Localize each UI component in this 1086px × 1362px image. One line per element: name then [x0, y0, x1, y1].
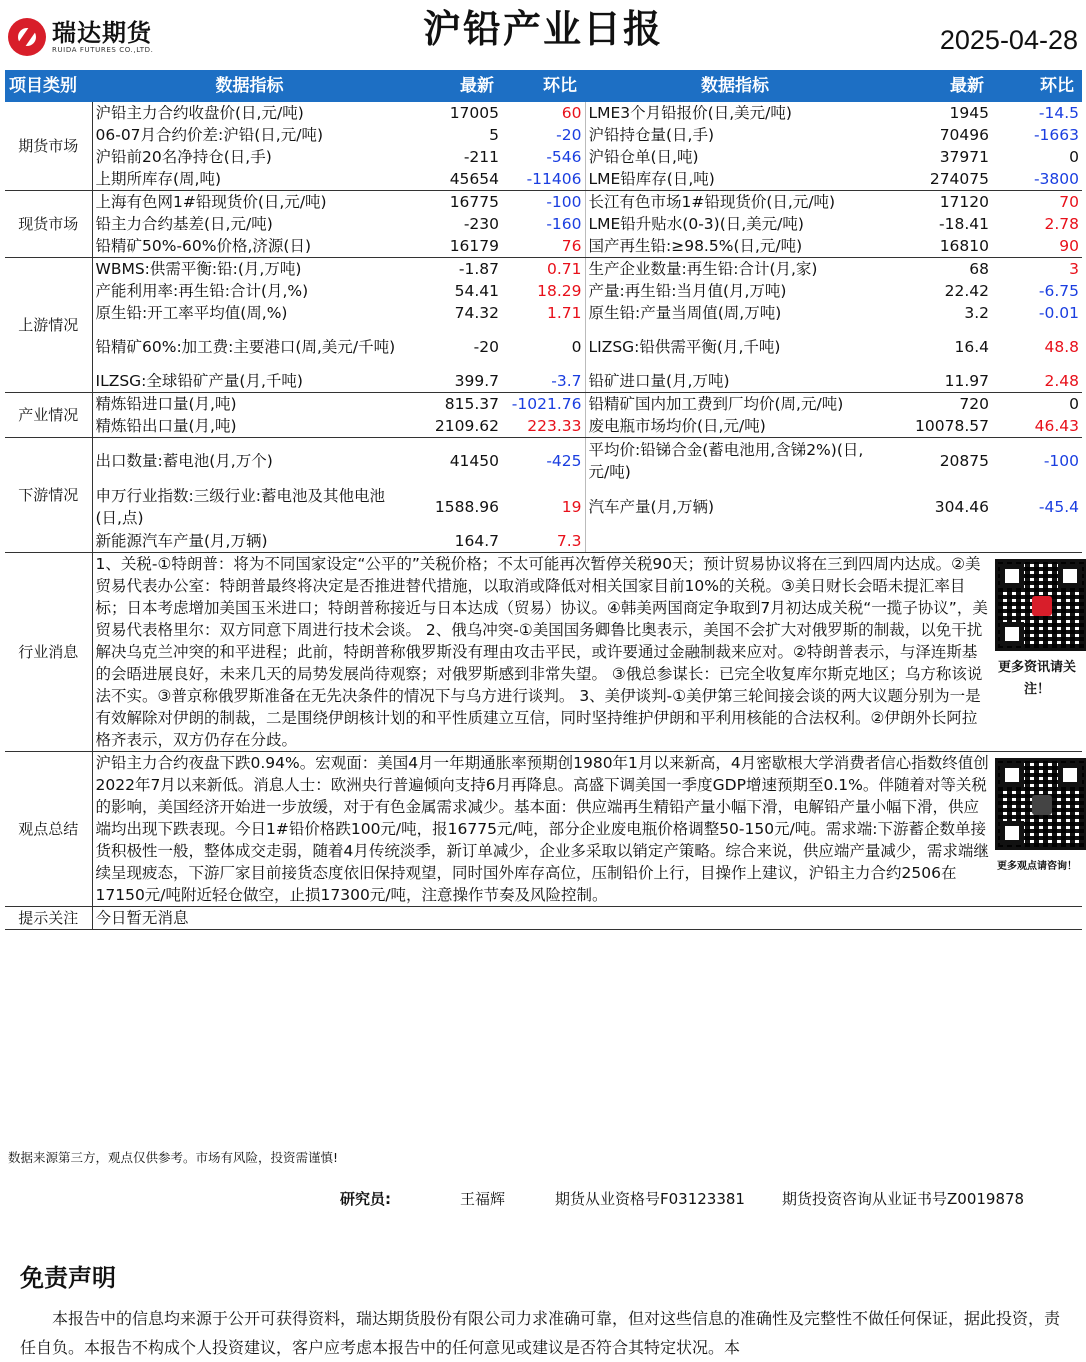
latest-value: 17120 [939, 193, 989, 211]
latest-value: 54.41 [454, 282, 499, 300]
change-value: -425 [546, 451, 582, 470]
change-value [992, 530, 1082, 553]
latest-value: 164.7 [407, 530, 502, 553]
indicator-name: 平均价:铅锑合金(蓄电池用,含锑2%)(日,元/吨) [585, 438, 885, 484]
change-value: -14.5 [1038, 104, 1079, 122]
qr-cell [992, 751, 1082, 906]
latest-value: 304.46 [934, 497, 989, 516]
header-change-right: 环比 [992, 70, 1082, 102]
text-row [5, 906, 1082, 929]
indicator-name: 国产再生铅:≥98.5%(日,元/吨) [585, 235, 885, 258]
data-table [5, 70, 1082, 930]
indicator-name: 沪铅仓单(日,吨) [585, 146, 885, 168]
change-value: -1663 [1033, 126, 1079, 144]
header-change-left: 环比 [502, 70, 585, 102]
table-row [5, 324, 1082, 370]
header-latest-left: 最新 [407, 70, 502, 102]
change-value: 7.3 [502, 530, 585, 553]
qr-caption: 更多观点请咨询！ [997, 860, 1077, 872]
change-value: 2.78 [1044, 215, 1079, 233]
summary-text: 沪铅主力合约夜盘下跌0.94%。宏观面：美国4月一年期通胀率预期创1980年1月以来新高，4月密歇根大学消费者信心指数终值创2022年7月以来新低。消息人士：欧洲央行普遍倾向支持6月再降息。高盛下调美国一季度GDP增速预期至0.1%。伴随着对等关税的影响，美国经济开始进一步放缓，对于有色金属需求减少。基本面：供应端再生精铅产量小幅下滑，电解铅产量小幅下滑，供应端均出现下跌表现。今日1#铅价格跌100元/吨，报16775元/吨，部分企业废电瓶价格调整50-150元/吨。需求端:下游蓄企数单接货积极性一般，整体成交走弱，随着4月传统淡季，新订单减少，企业多采取以销定产策略。综合来说，供应端产量减少，需求端继续呈现疲态，下游厂家目前接货态度依旧保持观望，同时国外库存高位，压制铅价上行，目操作上建议，沪铅主力合约2506在17150元/吨附近轻仓做空，止损17300元/吨，注意操作节奏及风险控制。 [92, 751, 992, 906]
indicator-name: LME3个月铅报价(日,美元/吨) [585, 102, 885, 124]
table-row [5, 280, 1082, 302]
change-value: 3 [1069, 260, 1079, 278]
indicator-name: 汽车产量(月,万辆) [585, 484, 885, 530]
analyst-label: 研究员: [340, 1190, 391, 1208]
change-value: 0 [1069, 395, 1079, 413]
latest-value: 1945 [949, 104, 989, 122]
table-header-row [5, 70, 1082, 102]
change-value: 0.71 [546, 260, 582, 278]
disclaimer-body: 本报告中的信息均来源于公开可获得资料，瑞达期货股份有限公司力求准确可靠，但对这些信息的准确性及完整性不做任何保证，据此投资，责任自负。本报告不构成个人投资建议，客户应考虑本报告中的任何意见或建议是否符合其特定状况。本 [20, 1309, 1061, 1357]
section-label: 现货市场 [5, 191, 92, 258]
table-row [5, 258, 1082, 281]
table-row [5, 370, 1082, 393]
indicator-name: 产量:再生铅:当月值(月,万吨) [585, 280, 885, 302]
latest-value [885, 530, 992, 553]
indicator-name: 精炼铅出口量(月,吨) [92, 415, 407, 438]
indicator-name: ILZSG:全球铅矿产量(月,千吨) [92, 370, 407, 393]
indicator-name: WBMS:供需平衡:铅:(月,万吨) [95, 260, 302, 278]
text-row [5, 751, 1082, 906]
latest-value: 1588.96 [434, 497, 499, 516]
indicator-name: 产能利用率:再生铅:合计(月,%) [95, 282, 309, 300]
change-value: -546 [546, 148, 582, 166]
section-label: 产业情况 [5, 393, 92, 438]
table-row [5, 235, 1082, 258]
latest-value: 16.4 [954, 338, 989, 356]
table-row [5, 530, 1082, 553]
table-row [5, 168, 1082, 191]
latest-value: 399.7 [407, 370, 502, 393]
latest-value: -230 [463, 215, 499, 233]
header-indicator-left: 数据指标 [92, 70, 407, 102]
latest-value: 22.42 [944, 282, 989, 300]
change-value: -3.7 [502, 370, 585, 393]
latest-value: 10078.57 [885, 415, 992, 438]
latest-value: -20 [473, 338, 499, 356]
follow-qr-code-icon[interactable] [995, 559, 1086, 651]
table-row [5, 393, 1082, 416]
qr-caption: 更多资讯请关注！ [997, 659, 1076, 697]
latest-value: 16775 [449, 193, 499, 211]
latest-value: 2109.62 [407, 415, 502, 438]
change-value: 1.71 [546, 304, 582, 322]
tips-text: 今日暂无消息 [92, 906, 1082, 929]
indicator-name: 铅精矿50%-60%价格,济源(日) [92, 235, 407, 258]
indicator-name: 新能源汽车产量(月,万辆) [92, 530, 407, 553]
indicator-name: 长江有色市场1#铅现货价(日,元/吨) [585, 191, 885, 214]
section-label: 上游情况 [5, 258, 92, 393]
latest-value: 16179 [407, 235, 502, 258]
change-value: -160 [546, 215, 582, 233]
indicator-name: 铅精矿国内加工费到厂均价(周,元/吨) [585, 393, 885, 416]
latest-value: 815.37 [444, 395, 499, 413]
change-value: 76 [502, 235, 585, 258]
latest-value: 274075 [885, 168, 992, 191]
change-value: -3800 [992, 168, 1082, 191]
indicator-name: LIZSG:铅供需平衡(月,千吨) [585, 324, 885, 370]
change-value: -100 [1043, 451, 1079, 470]
latest-value: 74.32 [454, 304, 499, 322]
indicator-name: 原生铅:开工率平均值(周,%) [95, 304, 288, 322]
latest-value: 5 [489, 126, 499, 144]
logo-english-name: RUIDA FUTURES CO.,LTD. [52, 45, 154, 54]
section-label: 提示关注 [5, 906, 92, 929]
change-value: 2.48 [992, 370, 1082, 393]
change-value: 48.8 [1044, 338, 1079, 356]
section-label: 行业消息 [5, 552, 92, 751]
header-latest-right: 最新 [885, 70, 992, 102]
change-value: -6.75 [1038, 282, 1079, 300]
table-row [5, 302, 1082, 324]
indicator-name [585, 530, 885, 553]
indicator-name: 铅矿进口量(月,万吨) [585, 370, 885, 393]
change-value: 223.33 [502, 415, 585, 438]
latest-value: 37971 [939, 148, 989, 166]
latest-value: -18.41 [939, 215, 989, 233]
change-value: -11406 [502, 168, 585, 191]
indicator-name: 06-07月合约价差:沪铅(日,元/吨) [95, 126, 324, 144]
latest-value: 720 [959, 395, 989, 413]
indicator-name: 铅主力合约基差(日,元/吨) [95, 215, 273, 233]
indicator-name: 上海有色网1#铅现货价(日,元/吨) [95, 193, 327, 211]
change-value: -20 [556, 126, 582, 144]
indicator-name: LME铅库存(日,吨) [585, 168, 885, 191]
change-value: 0 [571, 338, 582, 356]
table-row [5, 415, 1082, 438]
section-label: 观点总结 [5, 751, 92, 906]
indicator-name: 生产企业数量:再生铅:合计(月,家) [585, 258, 885, 281]
indicator-name: LME铅升贴水(0-3)(日,美元/吨) [585, 213, 885, 235]
table-row [5, 146, 1082, 168]
change-value: 70 [1059, 193, 1079, 211]
indicator-name: 申万行业指数:三级行业:蓄电池及其他电池(日,点) [95, 486, 385, 527]
latest-value: 68 [969, 260, 989, 278]
consulting-certificate-number: 期货投资咨询从业证书号Z0019878 [782, 1190, 1025, 1208]
latest-value: 41450 [449, 451, 499, 470]
indicator-name: 废电瓶市场均价(日,元/吨) [585, 415, 885, 438]
data-source-note: 数据来源第三方，观点仅供参考。市场有风险，投资需谨慎! [8, 1150, 339, 1165]
latest-value: -211 [463, 148, 499, 166]
section-label: 期货市场 [5, 102, 92, 191]
wechat-qr-code-icon[interactable] [995, 758, 1086, 850]
indicator-name: 精炼铅进口量(月,吨) [95, 395, 237, 413]
qualification-number: 期货从业资格号F03123381 [555, 1190, 745, 1208]
change-value: 0 [1069, 148, 1079, 166]
header-indicator-right: 数据指标 [585, 70, 885, 102]
latest-value: 11.97 [885, 370, 992, 393]
latest-value: 20875 [939, 451, 989, 470]
header-category: 项目类别 [5, 70, 92, 102]
change-value: 18.29 [537, 282, 582, 300]
indicator-name: 沪铅持仓量(日,手) [585, 124, 885, 146]
indicator-name: 上期所库存(周,吨) [92, 168, 407, 191]
text-row [5, 552, 1082, 751]
change-value: -45.4 [1038, 497, 1079, 516]
news-text: 1、关税-①特朗普：将为不同国家设定“公平的”关税价格；不太可能再次暂停关税90天；预计贸易协议将在三到四周内达成。②美贸易代表办公室：特朗普最终将决定是否推进替代措施，以取消或降低对相关国家目前10%的关税。③美日财长会晤未提汇率目标；日本考虑增加美国玉米进口；特朗普称接近与日本达成（贸易）协议。④韩美两国商定争取到7月初达成关税“一揽子协议”，美贸易代表格里尔：双方同意下周进行技术会谈。 2、俄乌冲突-①美国国务卿鲁比奥表示，美国不会扩大对俄罗斯的制裁，以免干扰解决乌克兰冲突的和平进程；此前，特朗普称俄罗斯没有理由攻击平民，或许要通过金融制裁来应对。②特朗普表示，与泽连斯基的会晤进展良好，未来几天的局势发展尚待观察；对俄罗斯感到非常失望。 ③俄总参谋长：已完全收复库尔斯克地区；乌方称该说法不实。③普京称俄罗斯准备在无先决条件的情况下与乌方进行谈判。 3、美伊谈判-①美伊第三轮间接会谈的两大议题分别为一是有效解除对伊朗的制裁，二是围绕伊朗核计划的和平性质建立互信，同时坚持维护伊朗和平利用核能的合法权利。②伊朗外长阿拉格齐表示，双方仍存在分歧。 [92, 552, 992, 751]
latest-value: 17005 [449, 104, 499, 122]
disclaimer-title: 免责声明 [20, 1264, 116, 1292]
report-header [0, 0, 1086, 66]
latest-value: 16810 [885, 235, 992, 258]
change-value: -100 [546, 193, 582, 211]
table-row [5, 191, 1082, 214]
change-value: 60 [561, 104, 582, 122]
change-value: 46.43 [992, 415, 1082, 438]
table-row [5, 484, 1082, 530]
section-label: 下游情况 [5, 438, 92, 553]
change-value: -0.01 [1038, 304, 1079, 322]
qr-cell [992, 552, 1082, 751]
indicator-name: 沪铅前20名净持仓(日,手) [95, 148, 272, 166]
indicator-name: 出口数量:蓄电池(月,万个) [95, 451, 273, 470]
analyst-name: 王福辉 [460, 1190, 506, 1208]
page-title: 沪铅产业日报 [422, 7, 663, 51]
table-row [5, 438, 1082, 484]
latest-value: 45654 [407, 168, 502, 191]
table-row [5, 124, 1082, 146]
latest-value: 70496 [939, 126, 989, 144]
table-row [5, 213, 1082, 235]
indicator-name: 沪铅主力合约收盘价(日,元/吨) [95, 104, 304, 122]
indicator-name: 铅精矿60%:加工费:主要港口(周,美元/千吨) [95, 338, 396, 356]
change-value: -1021.76 [511, 395, 582, 413]
table-row [5, 102, 1082, 124]
indicator-name: 原生铅:产量当周值(周,万吨) [585, 302, 885, 324]
change-value: 19 [561, 497, 582, 516]
report-date: 2025-04-28 [939, 25, 1078, 55]
change-value: 90 [992, 235, 1082, 258]
logo-chinese-name: 瑞达期货 [52, 18, 152, 47]
latest-value: 3.2 [964, 304, 989, 322]
latest-value: -1.87 [458, 260, 499, 278]
